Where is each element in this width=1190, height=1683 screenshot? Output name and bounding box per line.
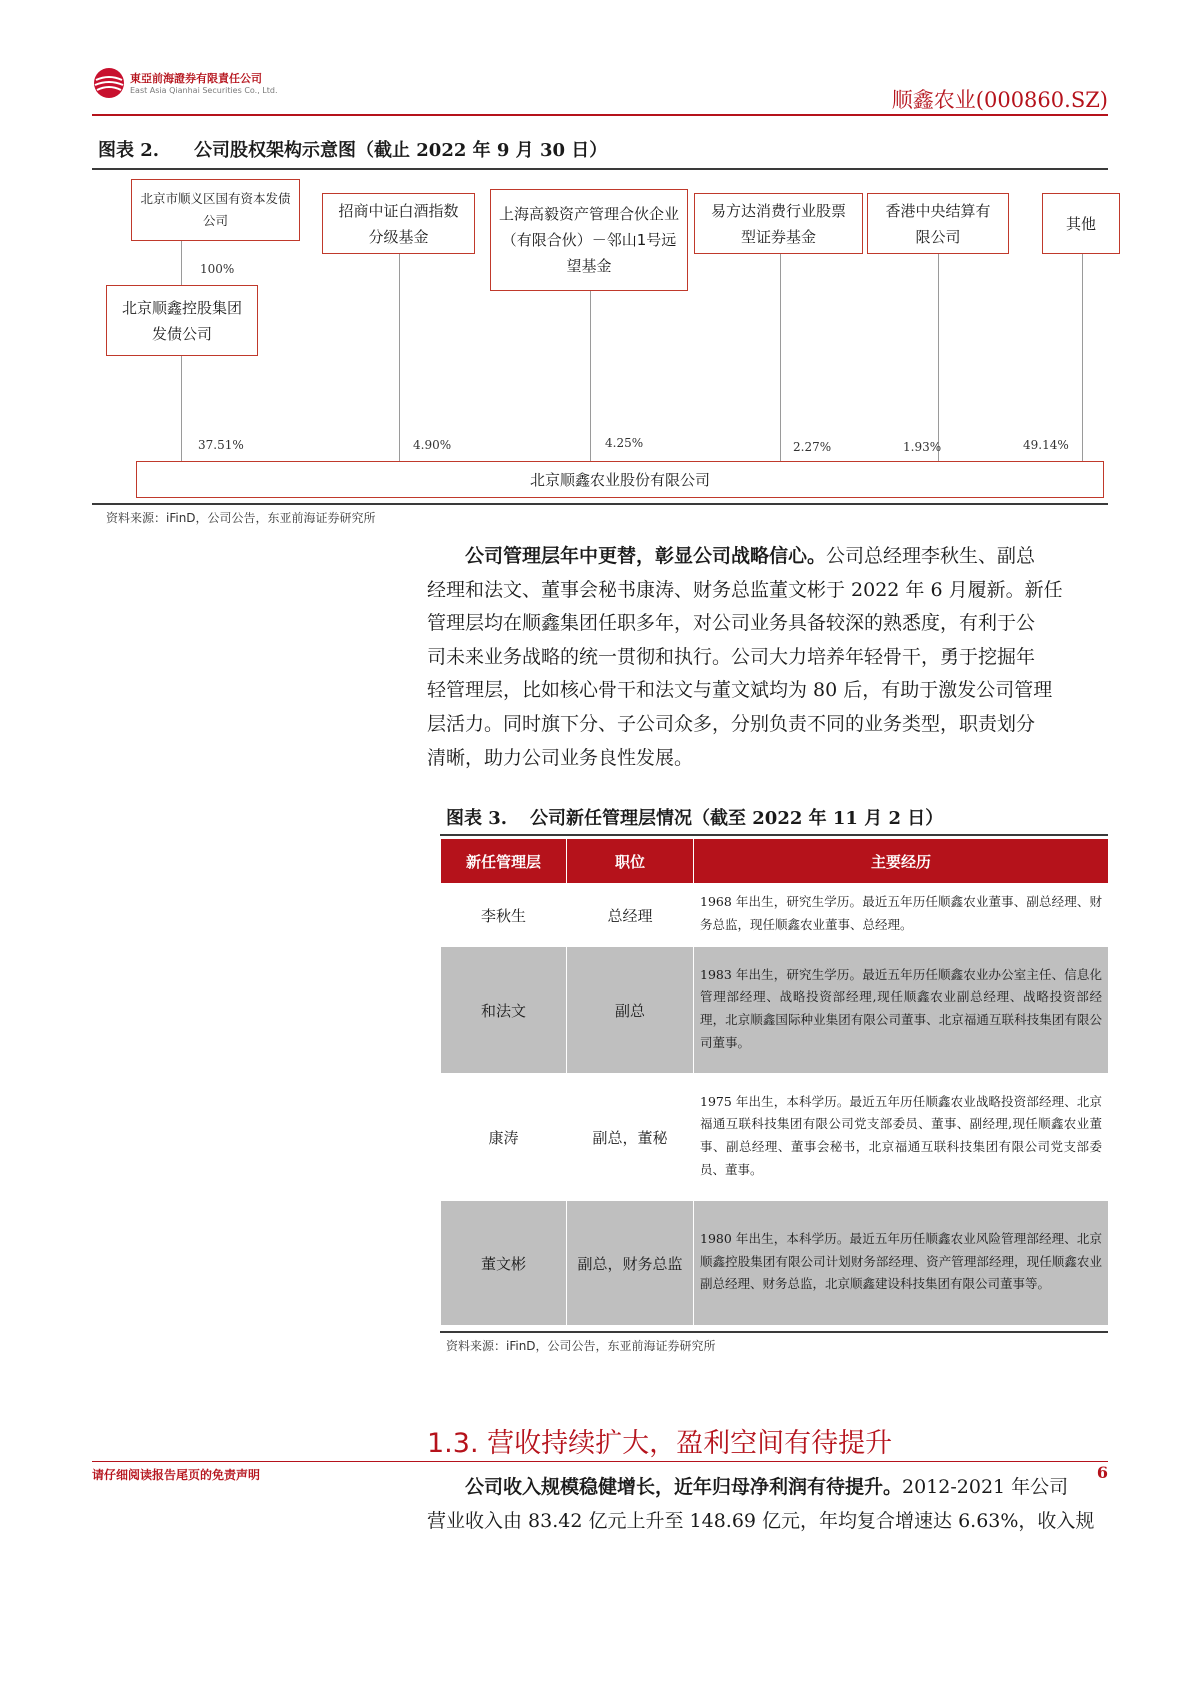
connector-shunyi-holding xyxy=(181,240,182,290)
node-shunxin-agriculture: 北京顺鑫农业股份有限公司 xyxy=(136,461,1104,498)
figure2-bottom-rule xyxy=(92,503,1108,505)
cell-experience: 1980 年出生，本科学历。最近五年历任顺鑫农业风险管理部经理、北京顺鑫控股集团有限公司计划财务部经理、资产管理部经理，现任顺鑫农业副总经理、财务总监，北京顺鑫建设科技集团有限公司董事等。 xyxy=(694,1201,1109,1326)
node-zhaoshang-fund: 招商中证白酒指数分级基金 xyxy=(322,193,475,254)
paragraph1-line-6: 清晰，助力公司业务良性发展。 xyxy=(427,746,694,769)
paragraph2-lead: 公司收入规模稳健增长，近年归母净利润有待提升。 xyxy=(465,1476,903,1498)
section-heading: 1.3. 营收持续扩大，盈利空间有待提升 xyxy=(427,1428,893,1459)
cell-name: 李秋生 xyxy=(441,884,567,947)
connector-zhaoshang xyxy=(399,253,400,461)
cell-name: 董文彬 xyxy=(441,1201,567,1326)
connector-hkscc xyxy=(938,253,939,461)
figure3-bottom-rule xyxy=(440,1331,1108,1333)
cell-role: 总经理 xyxy=(567,884,694,947)
connector-holding-company xyxy=(181,355,182,461)
pct-shunyi-holding: 100% xyxy=(200,262,235,276)
cell-name: 康涛 xyxy=(441,1074,567,1201)
cell-name: 和法文 xyxy=(441,947,567,1074)
logo-english-name: East Asia Qianhai Securities Co., Ltd. xyxy=(130,86,278,95)
footer-disclaimer: 请仔细阅读报告尾页的免责声明 xyxy=(92,1468,261,1482)
paragraph1-line-1: 经理和法文、董事会秘书康涛、财务总监董文彬于 2022 年 6 月履新。新任 xyxy=(427,578,1063,601)
header-experience: 主要经历 xyxy=(694,839,1109,884)
paragraph1-line-5: 层活力。同时旗下分、子公司众多，分别负责不同的业务类型，职责划分 xyxy=(427,712,1036,735)
table-row xyxy=(441,1201,1109,1326)
connector-shanghai xyxy=(590,290,591,461)
paragraph1-line-2: 管理层均在顺鑫集团任职多年，对公司业务具备较深的熟悉度，有利于公 xyxy=(427,612,1036,635)
node-shunyi-state-capital: 北京市顺义区国有资本发债公司 xyxy=(131,179,300,241)
node-efund: 易方达消费行业股票型证券基金 xyxy=(694,193,863,254)
paragraph1-line-0: 公司总经理李秋生、副总 xyxy=(826,545,1036,567)
figure3-number: 图表 3. xyxy=(446,808,508,829)
figure3-source: 资料来源：iFinD，公司公告，东亚前海证券研究所 xyxy=(446,1339,716,1353)
paragraph1-line-3: 司未来业务战略的统一贯彻和执行。公司大力培养年轻骨干，勇于挖掘年 xyxy=(427,645,1036,668)
cell-role: 副总 xyxy=(567,947,694,1074)
paragraph1-line-4: 轻管理层，比如核心骨干和法文与董文斌均为 80 后，有助于激发公司管理 xyxy=(427,679,1053,702)
cell-experience: 1975 年出生，本科学历。最近五年历任顺鑫农业战略投资部经理、北京福通互联科技集团有限公司党支部委员、董事、副经理,现任顺鑫农业董事、副总经理、董事会秘书，北京福通互联科技集团有限公司党支部委员、董事。 xyxy=(694,1074,1109,1201)
footer-divider xyxy=(92,1461,1108,1462)
pct-efund: 2.27% xyxy=(793,440,832,454)
figure3-top-rule xyxy=(440,834,1108,836)
logo-chinese-name: 東亞前海證券有限責任公司 xyxy=(130,72,262,85)
page-number: 6 xyxy=(1096,1463,1108,1482)
paragraph-revenue xyxy=(427,1471,1107,1538)
figure3-title xyxy=(446,804,943,830)
node-hkscc: 香港中央结算有限公司 xyxy=(867,193,1009,254)
pct-shanghai: 4.25% xyxy=(605,436,644,450)
figure2-number: 图表 2. xyxy=(98,140,160,161)
management-table xyxy=(440,838,1109,1326)
cell-role: 副总，财务总监 xyxy=(567,1201,694,1326)
ownership-chart xyxy=(0,0,1190,520)
paragraph2-line-2: 营业收入由 83.42 亿元上升至 148.69 亿元，年均复合增速达 6.63%，收入规 xyxy=(427,1509,1095,1532)
table-header-row xyxy=(441,839,1109,884)
connector-efund xyxy=(780,253,781,461)
paragraph2-line1-rest: 2012-2021 年公司 xyxy=(902,1476,1069,1498)
connector-others xyxy=(1082,253,1083,461)
pct-hkscc: 1.93% xyxy=(903,440,942,454)
paragraph1-lead: 公司管理层年中更替，彰显公司战略信心。 xyxy=(465,545,827,567)
cell-role: 副总，董秘 xyxy=(567,1074,694,1201)
table-row xyxy=(441,1074,1109,1201)
pct-holding: 37.51% xyxy=(198,438,244,452)
paragraph-management-change xyxy=(427,540,1107,775)
header-name: 新任管理层 xyxy=(441,839,567,884)
pct-zhaoshang: 4.90% xyxy=(413,438,452,452)
node-shanghai-gaoyi: 上海高毅资产管理合伙企业（有限合伙）－邻山1号远望基金 xyxy=(490,189,688,291)
node-shunxin-holding: 北京顺鑫控股集团发债公司 xyxy=(106,285,258,356)
node-others: 其他 xyxy=(1042,193,1120,254)
cell-experience: 1983 年出生，研究生学历。最近五年历任顺鑫农业办公室主任、信息化管理部经理、战略投资部经理,现任顺鑫农业副总经理、战略投资部经理，北京顺鑫国际种业集团有限公司董事、北京福通互联科技集团有限公司董事。 xyxy=(694,947,1109,1074)
header-role: 职位 xyxy=(567,839,694,884)
pct-others: 49.14% xyxy=(1023,438,1069,452)
report-title: 顺鑫农业(000860.SZ) xyxy=(891,88,1108,112)
table-row xyxy=(441,947,1109,1074)
table-row xyxy=(441,884,1109,947)
figure2-source: 资料来源：iFinD，公司公告，东亚前海证券研究所 xyxy=(106,511,376,525)
cell-experience: 1968 年出生，研究生学历。最近五年历任顺鑫农业董事、副总经理、财务总监，现任顺鑫农业董事、总经理。 xyxy=(694,884,1109,947)
figure2-caption: 公司股权架构示意图（截止 2022 年 9 月 30 日） xyxy=(194,140,608,161)
figure3-caption: 公司新任管理层情况（截至 2022 年 11 月 2 日） xyxy=(530,808,944,829)
